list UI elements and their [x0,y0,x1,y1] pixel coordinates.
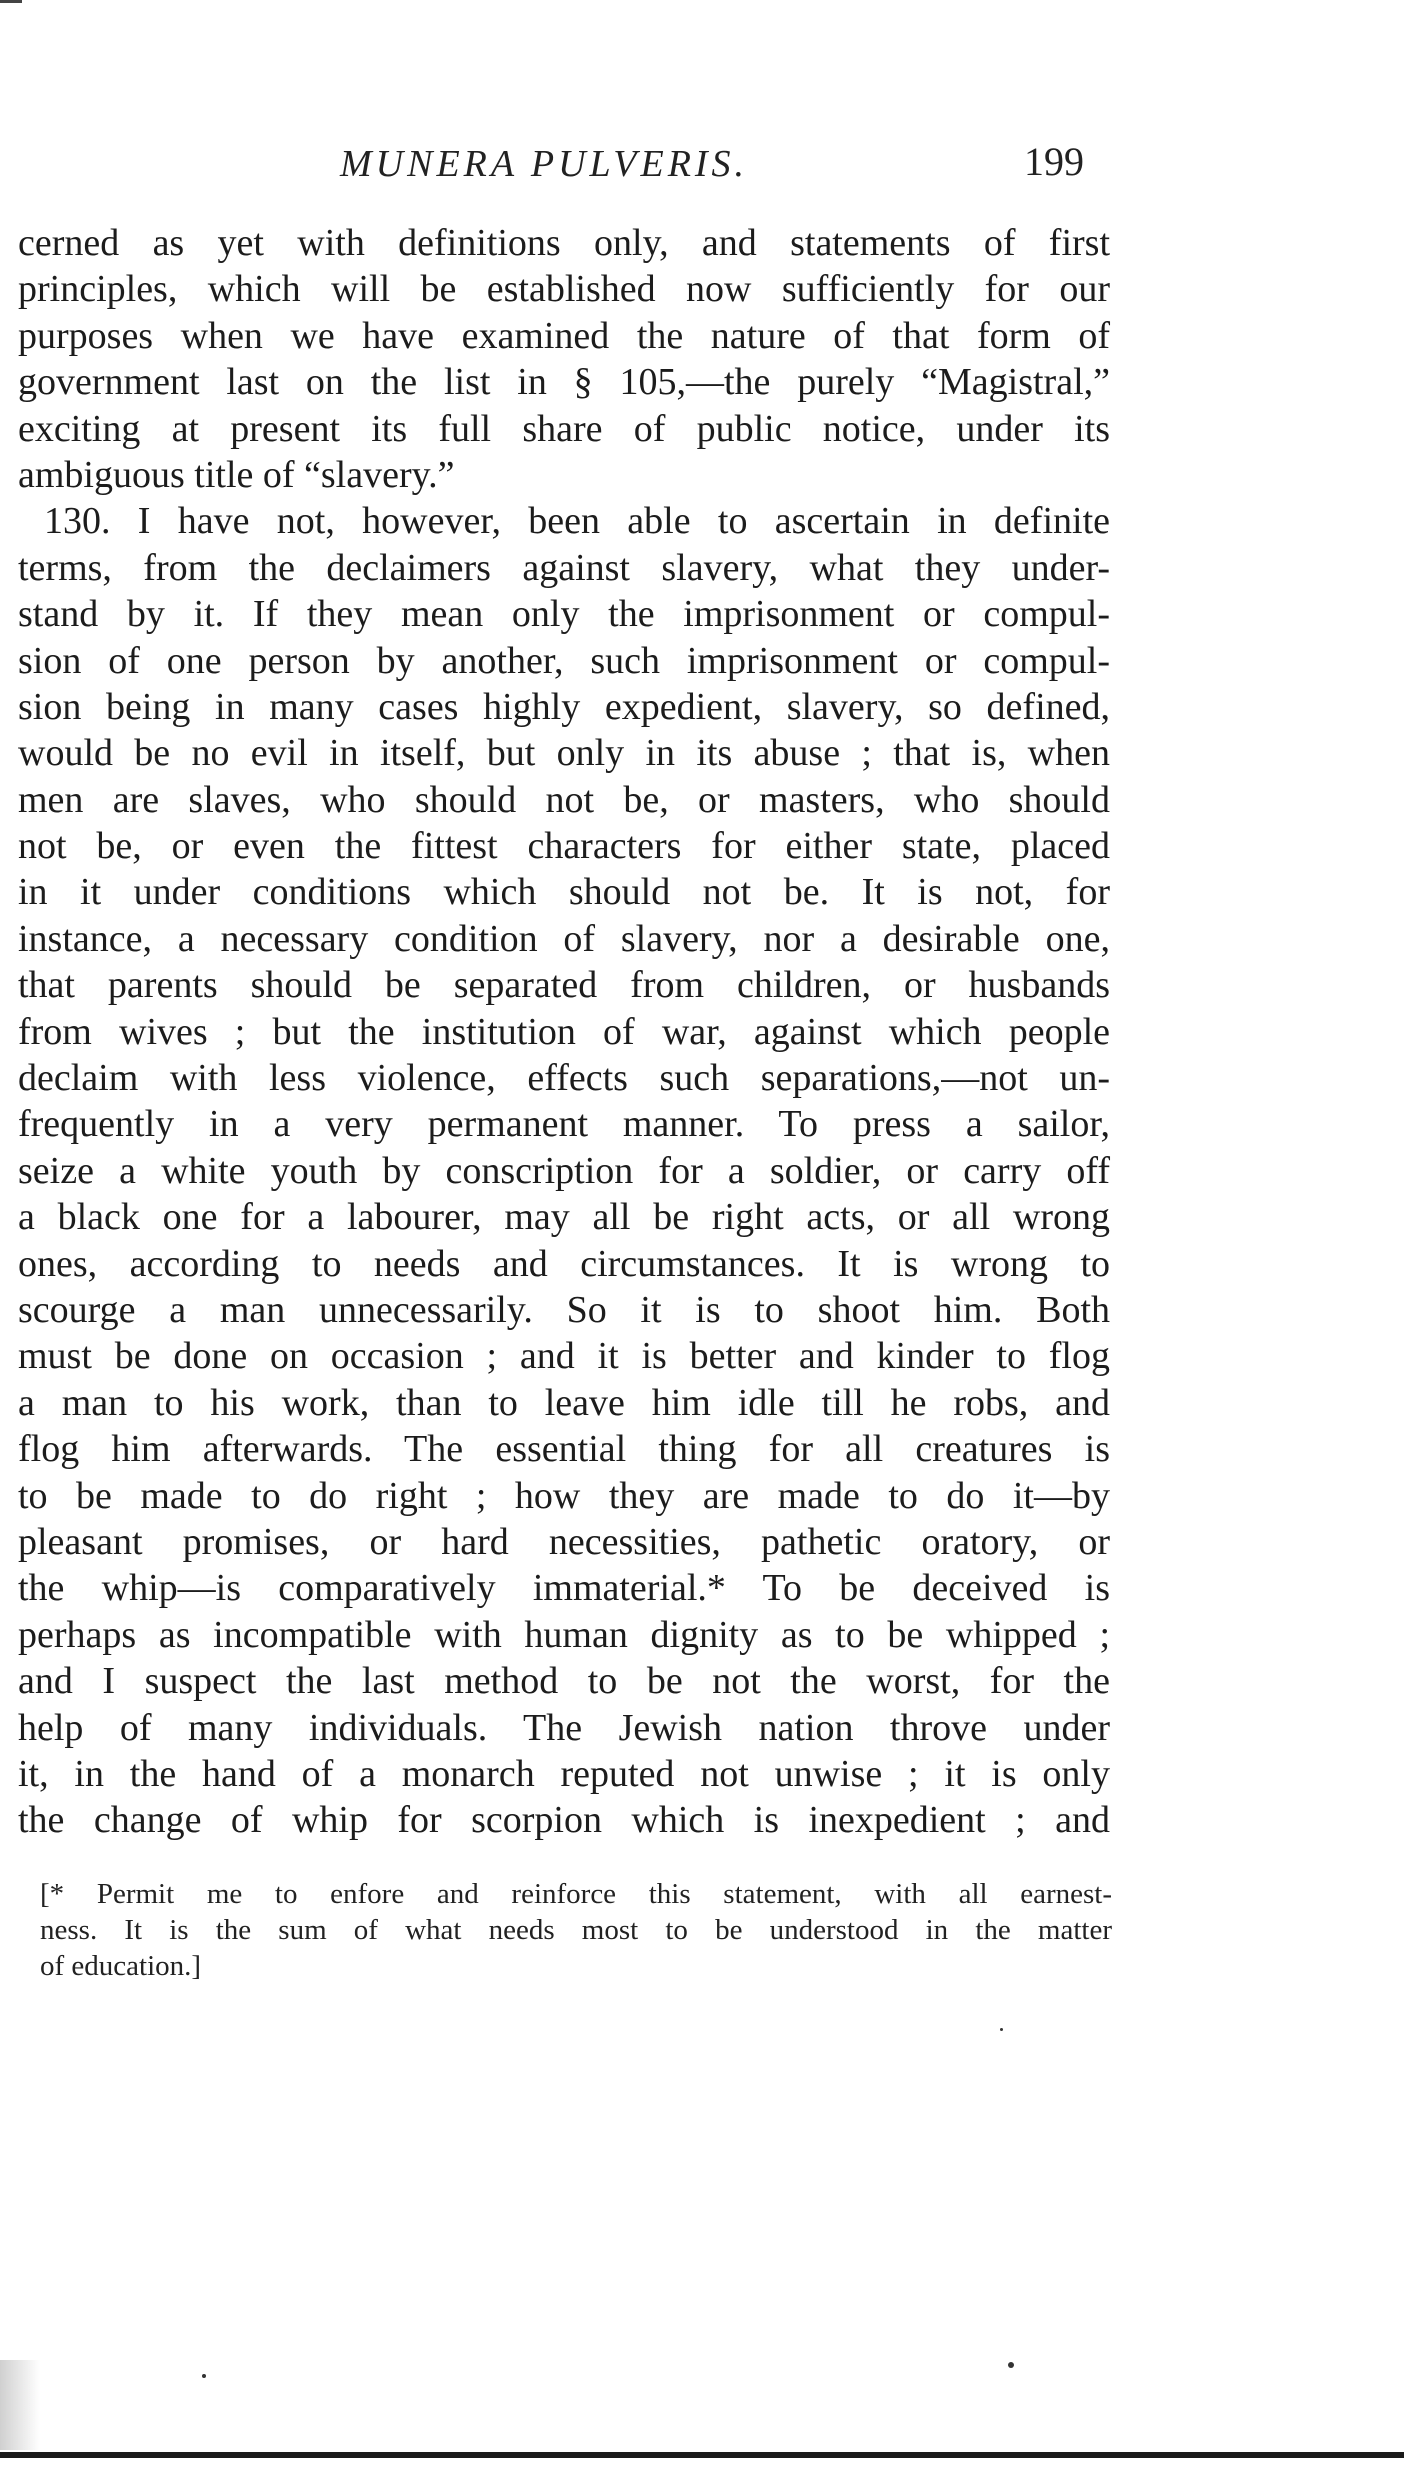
text-line: not be, or even the fittest characters for either state, placed [18,825,1110,868]
ink-speck [1008,2362,1014,2368]
text-line: purposes when we have examined the nature of that form of [18,314,1110,357]
text-line: scourge a man unnecessarily. So it is to shoot him. Both [18,1288,1110,1331]
paragraph-130-start: 130. I have not, however, been able to ascertain in definite [44,500,1110,543]
text-line: from wives ; but the institution of war, against which people [18,1010,1110,1053]
text-line: to be made to do right ; how they are made to do it—by [18,1474,1110,1517]
text-line: that parents should be separated from children, or husbands [18,964,1110,1007]
text-line: stand by it. If they mean only the imprisonment or compul- [18,593,1110,636]
text-line: cerned as yet with definitions only, and statements of first [18,222,1110,264]
running-title: MUNERA PULVERIS. [340,143,749,185]
footnote-line: [* Permit me to enfore and reinforce this statement, with all earnest- [40,1878,1112,1910]
text-line: the change of whip for scorpion which is inexpedient ; and [18,1799,1110,1842]
text-line: a man to his work, than to leave him idle till he robs, and [18,1381,1110,1424]
text-line: government last on the list in § 105,—the purely “Magistral,” [18,361,1110,404]
text-line: terms, from the declaimers against slavery, what they under- [18,546,1110,589]
text-line: instance, a necessary condition of slavery, nor a desirable one, [18,917,1110,960]
text-line: declaim with less violence, effects such separations,—not un- [18,1057,1110,1100]
body-text [18,220,1110,1844]
text-line: ones, according to needs and circumstances. It is wrong to [18,1242,1110,1285]
text-line: in it under conditions which should not be. It is not, for [18,871,1110,914]
scan-edge-rule [0,2452,1404,2458]
text-line: and I suspect the last method to be not the worst, for the [18,1660,1110,1703]
text-line: pleasant promises, or hard necessities, pathetic oratory, or [18,1520,1110,1563]
text-line: seize a white youth by conscription for a soldier, or carry off [18,1149,1110,1192]
page-number: 199 [1024,139,1084,184]
footnote-line: ness. It is the sum of what needs most to be understood in the matter [40,1914,1112,1946]
text-line: principles, which will be established now sufficiently for our [18,268,1110,311]
text-line: must be done on occasion ; and it is better and kinder to flog [18,1335,1110,1378]
ink-speck [1000,2028,1003,2031]
text-line: perhaps as incompatible with human dignity as to be whipped ; [18,1613,1110,1656]
text-line: flog him afterwards. The essential thing for all creatures is [18,1428,1110,1471]
text-line: the whip—is comparatively immaterial.* To be deceived is [18,1567,1110,1610]
text-line: ambiguous title of “slavery.” [18,453,455,496]
footnote [40,1876,1112,1984]
text-line: would be no evil in itself, but only in its abuse ; that is, when [18,732,1110,775]
text-line: it, in the hand of a monarch reputed not unwise ; it is only [18,1752,1110,1795]
corner-mark [0,0,22,3]
text-line: sion of one person by another, such imprisonment or compul- [18,639,1110,682]
text-line: frequently in a very permanent manner. To press a sailor, [18,1103,1110,1146]
footnote-line: of education.] [40,1950,202,1982]
text-line: a black one for a labourer, may all be right acts, or all wrong [18,1196,1110,1239]
text-line: help of many individuals. The Jewish nation throve under [18,1706,1110,1749]
text-line: men are slaves, who should not be, or masters, who should [18,778,1110,821]
text-line: exciting at present its full share of public notice, under its [18,407,1110,450]
ink-speck [202,2374,206,2378]
scan-smudge [0,2360,40,2450]
text-line: sion being in many cases highly expedient, slavery, so defined, [18,685,1110,728]
